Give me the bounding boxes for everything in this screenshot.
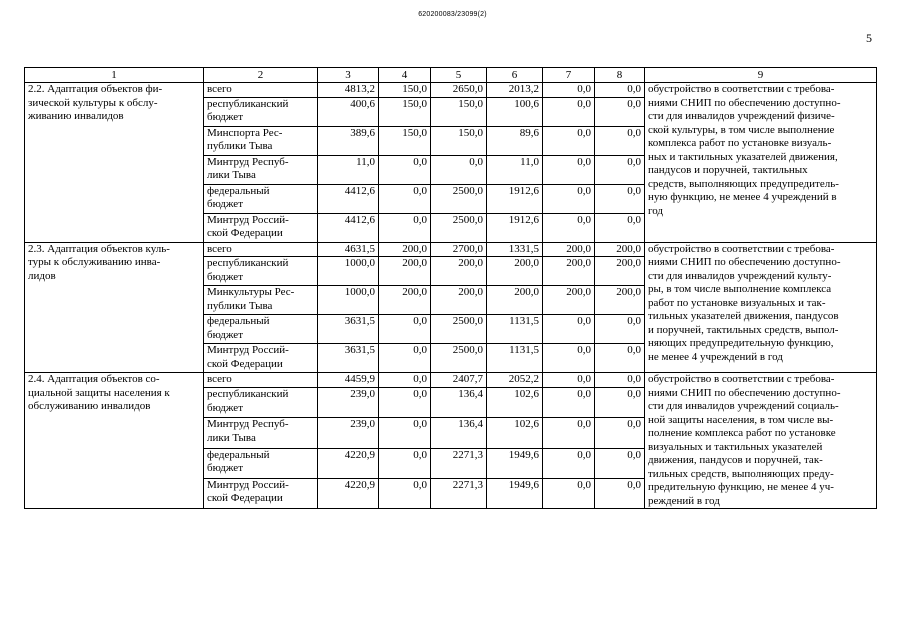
value-cell-5: 2271,3 [431, 478, 487, 508]
value-cell-5: 150,0 [431, 126, 487, 155]
value-cell-6: 1131,5 [487, 344, 543, 373]
value-cell-3: 4412,6 [318, 184, 379, 213]
section-title-line: циальной защиты населения к [28, 386, 170, 399]
section-title-line: лидов [28, 269, 56, 282]
section-description-line: средств, выполняющих предупредитель- [648, 177, 839, 190]
value-cell-6: 1131,5 [487, 315, 543, 344]
funding-source-cell [204, 388, 318, 418]
value-cell-3: 4220,9 [318, 478, 379, 508]
section-description-line: сти для инвалидов учреждений социаль- [648, 400, 839, 412]
section-title-line: живанию инвалидов [28, 110, 124, 122]
value-cell-8: 0,0 [595, 97, 645, 126]
section-description-line: ры, в том числе выполнение комплекса [648, 283, 832, 295]
funding-source-cell [204, 83, 318, 98]
value-cell-6: 200,0 [487, 286, 543, 315]
funding-source-cell [204, 213, 318, 242]
section-title-line: 2.4. Адаптация объектов со- [28, 373, 160, 385]
table-row [25, 373, 877, 388]
funding-source-line: ской Федерации [207, 492, 283, 505]
value-cell-3: 400,6 [318, 97, 379, 126]
section-description-cell [645, 83, 877, 243]
value-cell-8: 0,0 [595, 478, 645, 508]
value-cell-6: 1949,6 [487, 448, 543, 478]
value-cell-8: 0,0 [595, 315, 645, 344]
value-cell-4: 200,0 [379, 286, 431, 315]
funding-source-line: Минтруд Респуб- [207, 418, 289, 431]
section-title-line: зической культуры к обслу- [28, 96, 158, 109]
section-description-line: работ по установке визуальных и так- [648, 296, 826, 309]
value-cell-7: 0,0 [543, 418, 595, 448]
section-description-line: визуальных и тактильных указателей [648, 440, 823, 453]
funding-source-line: федеральный [207, 315, 270, 327]
section-description-line: ниями СНИП по обеспечению доступно- [648, 96, 841, 109]
funding-source-line: лики Тыва [207, 169, 256, 181]
value-cell-6: 11,0 [487, 155, 543, 184]
funding-source-line: лики Тыва [207, 431, 256, 444]
funding-source-line: ской Федерации [207, 357, 283, 370]
value-cell-3: 239,0 [318, 388, 379, 418]
header-row [25, 68, 877, 83]
funding-source-line: всего [207, 242, 232, 255]
value-cell-4: 0,0 [379, 155, 431, 184]
value-cell-5: 0,0 [431, 155, 487, 184]
section-description-line: няющих предупредительную функцию, [648, 337, 834, 349]
header-cell: 5 [431, 68, 487, 83]
value-cell-4: 0,0 [379, 213, 431, 242]
funding-source-cell [204, 448, 318, 478]
value-cell-8: 200,0 [595, 286, 645, 315]
value-cell-5: 136,4 [431, 388, 487, 418]
section-description-line: тильных средств, выполняющих преду- [648, 467, 834, 480]
value-cell-5: 2650,0 [431, 83, 487, 98]
funding-source-cell [204, 184, 318, 213]
section-description-line: ской культуры, в том числе выполнение [648, 123, 835, 136]
value-cell-4: 150,0 [379, 97, 431, 126]
value-cell-3: 4412,6 [318, 213, 379, 242]
value-cell-5: 136,4 [431, 418, 487, 448]
value-cell-5: 2500,0 [431, 213, 487, 242]
value-cell-4: 0,0 [379, 388, 431, 418]
value-cell-3: 1000,0 [318, 257, 379, 286]
section-description-line: год [648, 204, 664, 217]
funding-source-cell [204, 344, 318, 373]
funding-source-cell [204, 155, 318, 184]
funding-source-line: ской Федерации [207, 227, 283, 239]
value-cell-4: 0,0 [379, 478, 431, 508]
value-cell-8: 0,0 [595, 126, 645, 155]
header-cell: 9 [645, 68, 877, 83]
funding-source-cell [204, 257, 318, 286]
value-cell-8: 0,0 [595, 184, 645, 213]
header-cell: 7 [543, 68, 595, 83]
value-cell-6: 100,6 [487, 97, 543, 126]
value-cell-8: 0,0 [595, 448, 645, 478]
value-cell-5: 150,0 [431, 97, 487, 126]
section-description-cell [645, 242, 877, 373]
funding-source-line: федеральный [207, 448, 270, 461]
section-title-cell [25, 373, 204, 509]
value-cell-3: 389,6 [318, 126, 379, 155]
value-cell-7: 0,0 [543, 388, 595, 418]
value-cell-6: 1912,6 [487, 184, 543, 213]
section-description-line: и поручней, тактильных средств, выпол- [648, 323, 839, 336]
section-title-line: обслуживанию инвалидов [28, 400, 151, 412]
section-description-line: ниями СНИП по обеспечению доступно- [648, 386, 841, 399]
section-description-line: ной защиты населения, в том числе вы- [648, 413, 834, 426]
funding-source-line: бюджет [207, 328, 243, 341]
section-description-line: предительную функцию, не менее 4 уч- [648, 481, 834, 493]
value-cell-7: 0,0 [543, 97, 595, 126]
value-cell-6: 1912,6 [487, 213, 543, 242]
value-cell-8: 0,0 [595, 418, 645, 448]
funding-source-line: всего [207, 83, 232, 95]
value-cell-4: 0,0 [379, 448, 431, 478]
section-title-cell [25, 242, 204, 373]
section-description-line: ниями СНИП по обеспечению доступно- [648, 256, 841, 268]
funding-source-line: публики Тыва [207, 140, 273, 152]
value-cell-7: 0,0 [543, 344, 595, 373]
section-title-line: 2.3. Адаптация объектов куль- [28, 242, 170, 255]
funding-source-line: Минтруд Респуб- [207, 155, 289, 168]
header-cell: 6 [487, 68, 543, 83]
funding-source-line: Минспорта Рес- [207, 126, 283, 139]
value-cell-5: 200,0 [431, 286, 487, 315]
section-description-line: движения, пандусов и поручней, так- [648, 454, 823, 466]
section-description-line: обустройство в соответствии с требова- [648, 242, 835, 255]
funding-source-line: Минкультуры Рес- [207, 286, 295, 298]
section-description-line: сти для инвалидов учреждений физиче- [648, 110, 835, 122]
funding-source-line: бюджет [207, 198, 243, 210]
funding-source-line: республиканский [207, 257, 289, 269]
section-description-line: пандусов и поручней, тактильных [648, 164, 808, 176]
value-cell-8: 0,0 [595, 388, 645, 418]
table-row [25, 83, 877, 98]
header-cell: 1 [25, 68, 204, 83]
value-cell-3: 3631,5 [318, 344, 379, 373]
value-cell-5: 2700,0 [431, 242, 487, 257]
table-row [25, 242, 877, 257]
funding-source-line: Минтруд Россий- [207, 213, 289, 226]
value-cell-7: 200,0 [543, 242, 595, 257]
value-cell-7: 200,0 [543, 286, 595, 315]
value-cell-7: 200,0 [543, 257, 595, 286]
section-title-cell [25, 83, 204, 243]
value-cell-7: 0,0 [543, 213, 595, 242]
value-cell-7: 0,0 [543, 478, 595, 508]
value-cell-8: 0,0 [595, 213, 645, 242]
value-cell-8: 200,0 [595, 242, 645, 257]
funding-source-cell [204, 315, 318, 344]
value-cell-3: 4459,9 [318, 373, 379, 388]
value-cell-7: 0,0 [543, 126, 595, 155]
section-description-line: ных и тактильных указателей движения, [648, 150, 838, 163]
value-cell-6: 1949,6 [487, 478, 543, 508]
value-cell-3: 3631,5 [318, 315, 379, 344]
section-description-line: обустройство в соответствии с требова- [648, 373, 835, 385]
value-cell-4: 200,0 [379, 242, 431, 257]
value-cell-5: 200,0 [431, 257, 487, 286]
value-cell-4: 0,0 [379, 373, 431, 388]
section-title-line: 2.2. Адаптация объектов фи- [28, 83, 163, 95]
value-cell-7: 0,0 [543, 315, 595, 344]
section-title-line: туры к обслуживанию инва- [28, 256, 161, 268]
value-cell-7: 0,0 [543, 373, 595, 388]
funding-source-cell [204, 126, 318, 155]
funding-source-line: бюджет [207, 270, 243, 283]
section-description-line: полнение комплекса работ по установке [648, 427, 836, 439]
value-cell-6: 1331,5 [487, 242, 543, 257]
value-cell-6: 102,6 [487, 388, 543, 418]
value-cell-4: 150,0 [379, 126, 431, 155]
funding-source-line: бюджет [207, 401, 243, 414]
value-cell-4: 0,0 [379, 418, 431, 448]
value-cell-7: 0,0 [543, 184, 595, 213]
section-description-line: комплекса работ по установке визуаль- [648, 137, 832, 149]
header-cell: 8 [595, 68, 645, 83]
value-cell-8: 0,0 [595, 155, 645, 184]
value-cell-3: 11,0 [318, 155, 379, 184]
value-cell-7: 0,0 [543, 448, 595, 478]
value-cell-6: 2013,2 [487, 83, 543, 98]
funding-source-cell [204, 418, 318, 448]
value-cell-5: 2407,7 [431, 373, 487, 388]
value-cell-7: 0,0 [543, 83, 595, 98]
section-description-line: тильных указателей движения, пандусов [648, 310, 839, 322]
value-cell-3: 4220,9 [318, 448, 379, 478]
value-cell-6: 2052,2 [487, 373, 543, 388]
section-description-line: обустройство в соответствии с требова- [648, 83, 835, 95]
funding-source-line: республиканский [207, 97, 289, 110]
section-description-line: не менее 4 учреждений в год [648, 350, 783, 363]
value-cell-4: 150,0 [379, 83, 431, 98]
value-cell-8: 0,0 [595, 373, 645, 388]
page-number: 5 [866, 31, 872, 45]
funding-source-line: бюджет [207, 111, 243, 123]
value-cell-5: 2271,3 [431, 448, 487, 478]
value-cell-5: 2500,0 [431, 315, 487, 344]
funding-source-cell [204, 478, 318, 508]
section-description-line: сти для инвалидов учреждений культу- [648, 269, 832, 282]
value-cell-3: 239,0 [318, 418, 379, 448]
value-cell-4: 0,0 [379, 315, 431, 344]
funding-source-line: всего [207, 373, 232, 385]
section-description-line: ную функцию, не менее 4 учреждений в [648, 191, 837, 203]
header-cell: 2 [204, 68, 318, 83]
funding-source-cell [204, 286, 318, 315]
value-cell-6: 200,0 [487, 257, 543, 286]
value-cell-4: 200,0 [379, 257, 431, 286]
value-cell-4: 0,0 [379, 184, 431, 213]
value-cell-8: 0,0 [595, 83, 645, 98]
value-cell-3: 4631,5 [318, 242, 379, 257]
value-cell-4: 0,0 [379, 344, 431, 373]
header-cell: 3 [318, 68, 379, 83]
value-cell-8: 200,0 [595, 257, 645, 286]
funding-source-line: публики Тыва [207, 299, 273, 312]
budget-table [24, 67, 877, 509]
value-cell-6: 89,6 [487, 126, 543, 155]
header-cell: 4 [379, 68, 431, 83]
funding-source-line: бюджет [207, 462, 243, 475]
funding-source-cell [204, 97, 318, 126]
value-cell-3: 1000,0 [318, 286, 379, 315]
value-cell-5: 2500,0 [431, 344, 487, 373]
value-cell-7: 0,0 [543, 155, 595, 184]
funding-source-line: республиканский [207, 388, 289, 401]
funding-source-cell [204, 373, 318, 388]
document-id: 620200083/23099(2) [418, 11, 487, 18]
value-cell-6: 102,6 [487, 418, 543, 448]
value-cell-3: 4813,2 [318, 83, 379, 98]
funding-source-line: Минтруд Россий- [207, 478, 289, 491]
value-cell-8: 0,0 [595, 344, 645, 373]
section-description-cell [645, 373, 877, 509]
section-description-line: реждений в год [648, 494, 720, 507]
funding-source-line: Минтруд Россий- [207, 344, 289, 356]
funding-source-cell [204, 242, 318, 257]
value-cell-5: 2500,0 [431, 184, 487, 213]
funding-source-line: федеральный [207, 184, 270, 197]
